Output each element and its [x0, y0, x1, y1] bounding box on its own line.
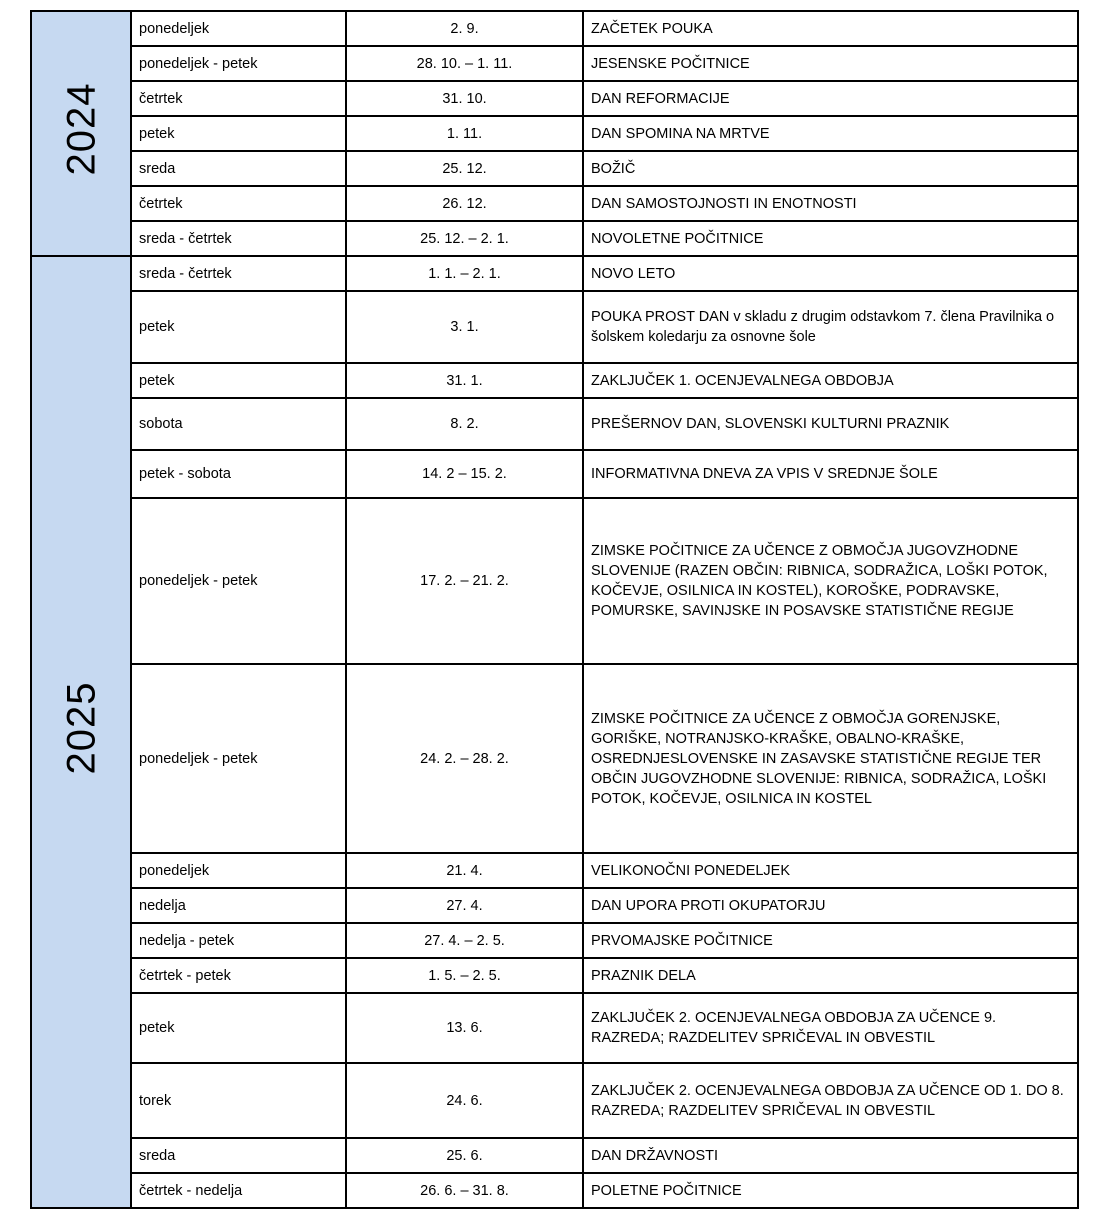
- date-cell: 24. 6.: [346, 1063, 583, 1138]
- calendar-body: [31, 11, 1078, 1208]
- event-cell: VELIKONOČNI PONEDELJEK: [583, 853, 1078, 888]
- day-cell: sreda - četrtek: [131, 221, 346, 256]
- table-row: [31, 11, 1078, 46]
- day-cell: torek: [131, 1063, 346, 1138]
- day-cell: ponedeljek - petek: [131, 498, 346, 664]
- table-row: [31, 1063, 1078, 1138]
- date-cell: 1. 1. – 2. 1.: [346, 256, 583, 291]
- day-cell: petek: [131, 116, 346, 151]
- day-cell: četrtek - nedelja: [131, 1173, 346, 1208]
- day-cell: ponedeljek - petek: [131, 46, 346, 81]
- table-row: [31, 923, 1078, 958]
- table-row: [31, 450, 1078, 498]
- table-row: [31, 398, 1078, 450]
- day-cell: sreda: [131, 151, 346, 186]
- table-row: [31, 1138, 1078, 1173]
- day-cell: četrtek: [131, 81, 346, 116]
- event-cell: DAN SPOMINA NA MRTVE: [583, 116, 1078, 151]
- event-cell: ZAKLJUČEK 2. OCENJEVALNEGA OBDOBJA ZA UČENCE OD 1. DO 8. RAZREDA; RAZDELITEV SPRIČEVAL IN OBVESTIL: [583, 1063, 1078, 1138]
- day-cell: ponedeljek - petek: [131, 664, 346, 853]
- day-cell: sreda: [131, 1138, 346, 1173]
- table-row: [31, 498, 1078, 664]
- year-cell: [31, 11, 131, 256]
- table-row: [31, 958, 1078, 993]
- date-cell: 2. 9.: [346, 11, 583, 46]
- day-cell: petek: [131, 291, 346, 363]
- year-label: 2025: [58, 681, 103, 774]
- date-cell: 25. 12. – 2. 1.: [346, 221, 583, 256]
- date-cell: 13. 6.: [346, 993, 583, 1063]
- event-cell: ZAČETEK POUKA: [583, 11, 1078, 46]
- table-row: [31, 1173, 1078, 1208]
- date-cell: 27. 4. – 2. 5.: [346, 923, 583, 958]
- day-cell: ponedeljek: [131, 11, 346, 46]
- event-cell: DAN DRŽAVNOSTI: [583, 1138, 1078, 1173]
- table-row: [31, 256, 1078, 291]
- table-row: [31, 81, 1078, 116]
- day-cell: petek: [131, 363, 346, 398]
- date-cell: 24. 2. – 28. 2.: [346, 664, 583, 853]
- event-cell: BOŽIČ: [583, 151, 1078, 186]
- day-cell: sreda - četrtek: [131, 256, 346, 291]
- table-row: [31, 116, 1078, 151]
- table-row: [31, 46, 1078, 81]
- date-cell: 31. 10.: [346, 81, 583, 116]
- event-cell: ZIMSKE POČITNICE ZA UČENCE Z OBMOČJA JUGOVZHODNE SLOVENIJE (RAZEN OBČIN: RIBNICA, SODRAŽICA, LOŠKI POTOK, KOČEVJE, OSILNICA IN KOSTEL), KOROŠKE, PODRAVSKE, POMURSKE, SAVINJSKE IN POSAVSKE STATISTIČNE REGIJE: [583, 498, 1078, 664]
- table-row: [31, 363, 1078, 398]
- table-row: [31, 151, 1078, 186]
- date-cell: 3. 1.: [346, 291, 583, 363]
- event-cell: JESENSKE POČITNICE: [583, 46, 1078, 81]
- day-cell: nedelja: [131, 888, 346, 923]
- date-cell: 8. 2.: [346, 398, 583, 450]
- date-cell: 14. 2 – 15. 2.: [346, 450, 583, 498]
- date-cell: 25. 12.: [346, 151, 583, 186]
- event-cell: PREŠERNOV DAN, SLOVENSKI KULTURNI PRAZNIK: [583, 398, 1078, 450]
- event-cell: INFORMATIVNA DNEVA ZA VPIS V SREDNJE ŠOLE: [583, 450, 1078, 498]
- date-cell: 31. 1.: [346, 363, 583, 398]
- event-cell: ZAKLJUČEK 2. OCENJEVALNEGA OBDOBJA ZA UČENCE 9. RAZREDA; RAZDELITEV SPRIČEVAL IN OBVESTIL: [583, 993, 1078, 1063]
- date-cell: 26. 6. – 31. 8.: [346, 1173, 583, 1208]
- date-cell: 26. 12.: [346, 186, 583, 221]
- day-cell: četrtek - petek: [131, 958, 346, 993]
- day-cell: sobota: [131, 398, 346, 450]
- table-row: [31, 186, 1078, 221]
- table-row: [31, 888, 1078, 923]
- event-cell: DAN REFORMACIJE: [583, 81, 1078, 116]
- date-cell: 21. 4.: [346, 853, 583, 888]
- date-cell: 1. 5. – 2. 5.: [346, 958, 583, 993]
- day-cell: ponedeljek: [131, 853, 346, 888]
- day-cell: petek - sobota: [131, 450, 346, 498]
- date-cell: 27. 4.: [346, 888, 583, 923]
- school-calendar-table: [30, 10, 1079, 1209]
- event-cell: ZAKLJUČEK 1. OCENJEVALNEGA OBDOBJA: [583, 363, 1078, 398]
- table-row: [31, 221, 1078, 256]
- date-cell: 1. 11.: [346, 116, 583, 151]
- year-cell: [31, 256, 131, 1208]
- table-row: [31, 853, 1078, 888]
- event-cell: ZIMSKE POČITNICE ZA UČENCE Z OBMOČJA GORENJSKE, GORIŠKE, NOTRANJSKO-KRAŠKE, OBALNO-KRAŠKE, OSREDNJESLOVENSKE IN ZASAVSKE STATISTIČNE REGIJE TER OBČIN JUGOVZHODNE SLOVENIJE: RIBNICA, SODRAŽICA, LOŠKI POTOK, KOČEVJE, OSILNICA IN KOSTEL: [583, 664, 1078, 853]
- event-cell: PRVOMAJSKE POČITNICE: [583, 923, 1078, 958]
- event-cell: NOVO LETO: [583, 256, 1078, 291]
- table-row: [31, 993, 1078, 1063]
- table-row: [31, 291, 1078, 363]
- year-label: 2024: [58, 82, 103, 176]
- date-cell: 17. 2. – 21. 2.: [346, 498, 583, 664]
- event-cell: DAN UPORA PROTI OKUPATORJU: [583, 888, 1078, 923]
- event-cell: NOVOLETNE POČITNICE: [583, 221, 1078, 256]
- event-cell: PRAZNIK DELA: [583, 958, 1078, 993]
- day-cell: petek: [131, 993, 346, 1063]
- date-cell: 25. 6.: [346, 1138, 583, 1173]
- event-cell: POLETNE POČITNICE: [583, 1173, 1078, 1208]
- day-cell: četrtek: [131, 186, 346, 221]
- event-cell: POUKA PROST DAN v skladu z drugim odstavkom 7. člena Pravilnika o šolskem koledarju za osnovne šole: [583, 291, 1078, 363]
- table-row: [31, 664, 1078, 853]
- event-cell: DAN SAMOSTOJNOSTI IN ENOTNOSTI: [583, 186, 1078, 221]
- date-cell: 28. 10. – 1. 11.: [346, 46, 583, 81]
- day-cell: nedelja - petek: [131, 923, 346, 958]
